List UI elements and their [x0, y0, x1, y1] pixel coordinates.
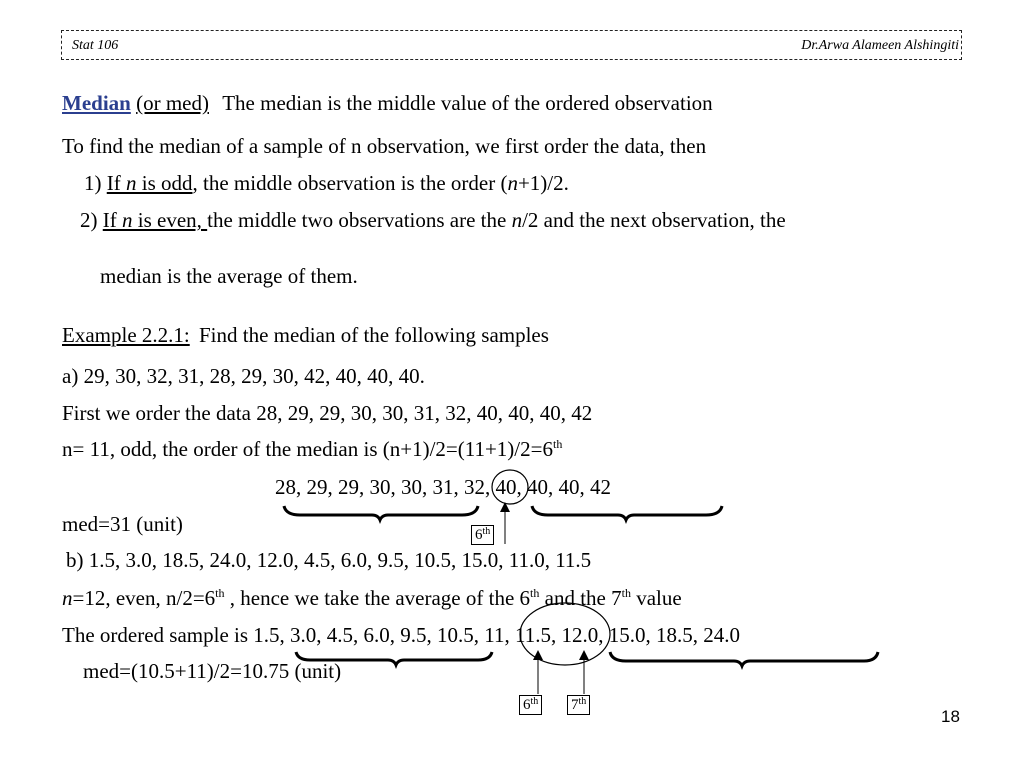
part-b-data: b) 1.5, 3.0, 18.5, 24.0, 12.0, 4.5, 6.0, 9.5, 10.5, 15.0, 11.0, 11.5 — [66, 548, 592, 572]
rule-even-text-a: the middle two observations are the — [207, 208, 512, 232]
part-b-arrowhead-7 — [579, 650, 589, 660]
part-b-left-brace — [296, 652, 492, 665]
part-a-data: a) 29, 30, 32, 31, 28, 29, 30, 42, 40, 40, 40. — [62, 364, 425, 388]
page-number: 18 — [941, 707, 960, 726]
intro-text: To find the median of a sample of n observation, we first order the data, then — [62, 134, 707, 158]
median-term: Median — [62, 91, 131, 115]
part-b-right-brace — [610, 652, 878, 666]
part-b-median-circle — [520, 603, 610, 665]
rule-even-continuation: median is the average of them. — [100, 264, 358, 288]
rule-odd-prefix: 1) — [84, 171, 107, 195]
median-definition-text: The median is the middle value of the ordered observation — [222, 91, 713, 115]
course-label: Stat 106 — [72, 38, 119, 53]
example-label: Example 2.2.1: — [62, 323, 190, 347]
part-b-position-label-7: 7th — [567, 695, 590, 715]
rule-even-prefix: 2) — [80, 208, 103, 232]
part-a-left-brace — [284, 506, 478, 520]
part-b-n-line: n=12, even, n/2=6th , hence we take the average of the 6th and the 7th value — [62, 586, 682, 610]
part-a-n-line: n= 11, odd, the order of the median is (n+1)/2=(11+1)/2=6th — [62, 437, 563, 461]
example-text: Find the median of the following samples — [198, 323, 549, 347]
rule-even-text-b: /2 and the next observation, the — [522, 208, 786, 232]
rule-odd-n: n — [507, 171, 518, 195]
part-b-arrowhead-6 — [533, 650, 543, 660]
part-b-ordered: The ordered sample is 1.5, 3.0, 4.5, 6.0, 9.5, 10.5, 11, 11.5, 12.0, 15.0, 18.5, 24.0 — [62, 623, 740, 647]
part-a-median-circle — [492, 470, 528, 504]
part-a-position-label: 6th — [471, 525, 494, 545]
part-b-position-label-6: 6th — [519, 695, 542, 715]
part-a-sorted-display: 28, 29, 29, 30, 30, 31, 32, 40, 40, 40, 42 — [275, 475, 611, 499]
rule-odd-text-b: +1)/2. — [517, 171, 569, 195]
median-alias: (or med) — [136, 91, 209, 115]
part-a-result: med=31 (unit) — [62, 512, 183, 536]
part-b-result: med=(10.5+11)/2=10.75 (unit) — [83, 659, 342, 683]
part-a-right-brace — [532, 506, 722, 520]
author-label: Dr.Arwa Alameen Alshingiti — [801, 38, 959, 53]
rule-even-n: n — [511, 208, 523, 232]
rule-even-condition: If n is even, — [102, 208, 208, 232]
rule-odd-text-a: , the middle observation is the order ( — [192, 171, 508, 195]
part-a-ordered: First we order the data 28, 29, 29, 30, 30, 31, 32, 40, 40, 40, 42 — [62, 401, 593, 425]
rule-odd-condition: If n is odd — [106, 171, 193, 195]
